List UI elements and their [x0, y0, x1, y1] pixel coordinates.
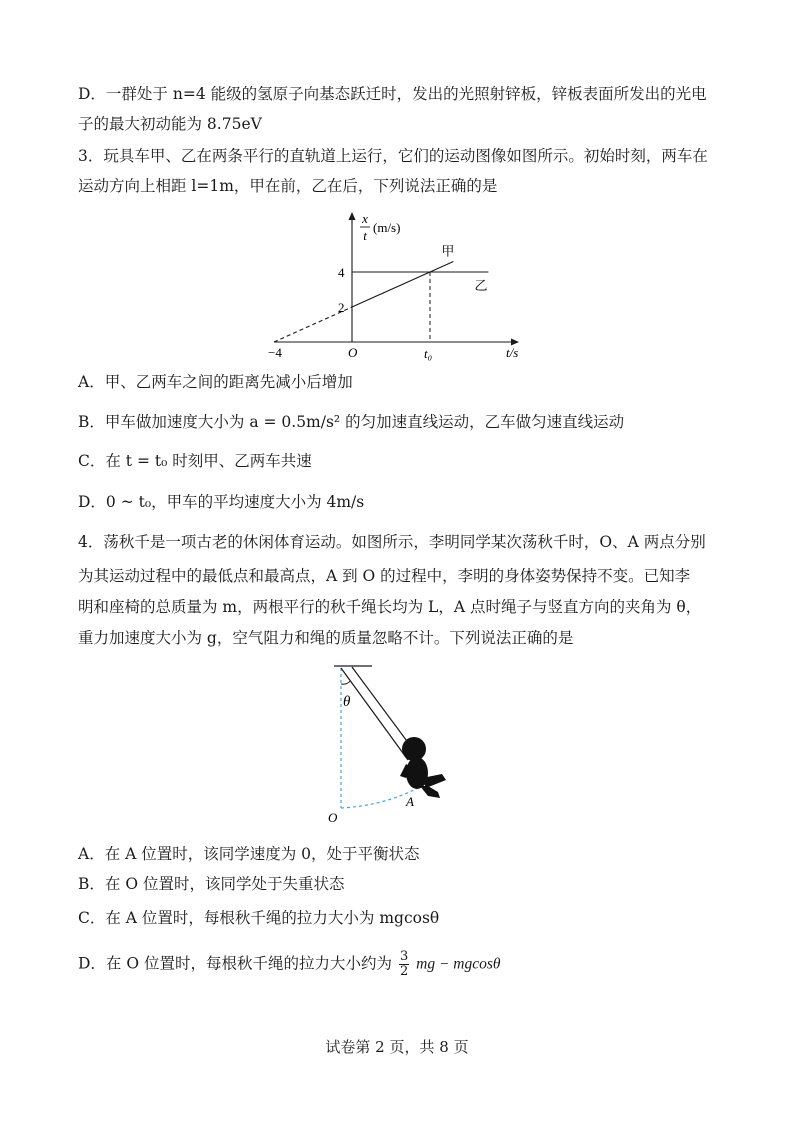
q3-stem-line1: 3．玩具车甲、乙在两条平行的直轨道上运行，它们的运动图像如图所示。初始时刻，两车在: [78, 147, 708, 165]
swing-rope-1: [341, 668, 408, 760]
series-yi-label: 乙: [474, 278, 488, 293]
x-tick-t0: t₀: [424, 346, 433, 361]
theta-label: θ: [343, 694, 351, 710]
q3-stem-line2: 运动方向上相距 l=1m，甲在前，乙在后，下列说法正确的是: [78, 177, 498, 195]
x-tick-origin: O: [348, 345, 358, 360]
fraction-numerator: 3: [399, 949, 409, 964]
fraction-denominator: 2: [399, 964, 409, 979]
page-footer: 试卷第 2 页，共 8 页: [325, 1038, 469, 1056]
q3-option-d: D．0 ~ t₀，甲车的平均速度大小为 4m/s: [78, 493, 365, 511]
y-label-bottom: t: [363, 228, 367, 243]
series-jia-line: [352, 262, 453, 308]
q3-option-b: B．甲车做加速度大小为 a = 0.5m/s² 的匀加速直线运动，乙车做匀速直线运动: [78, 413, 625, 431]
q4-swing-figure: [322, 660, 472, 830]
q4-option-d-prefix: D．在 O 位置时，每根秋千绳的拉力大小约为: [78, 954, 392, 973]
y-tick-4: 4: [338, 265, 345, 280]
x-axis-label: t/s: [506, 345, 519, 360]
series-jia-label: 甲: [441, 243, 455, 259]
point-o-label: O: [328, 810, 338, 825]
q3-option-a: A．甲、乙两车之间的距离先减小后增加: [78, 373, 353, 391]
q4-stem-line4: 重力加速度大小为 g，空气阻力和绳的质量忽略不计。下列说法正确的是: [78, 629, 574, 647]
q4-option-d-suffix: mg − mgcosθ: [416, 955, 501, 973]
x-tick-minus-4: −4: [268, 345, 282, 360]
q4-option-c: C．在 A 位置时，每根秋千绳的拉力大小为 mgcosθ: [78, 909, 440, 927]
q4-stem-line1: 4．荡秋千是一项古老的休闲体育运动。如图所示，李明同学某次荡秋千时，O、A 两点分别: [78, 533, 706, 551]
q4-stem-line3: 明和座椅的总质量为 m，两根平行的秋千绳长均为 L，A 点时绳子与竖直方向的夹角为 θ，: [78, 598, 702, 616]
q4-stem-line2: 为其运动过程中的最低点和最高点，A 到 O 的过程中，李明的身体姿势保持不变。已知李: [78, 567, 691, 585]
q4-option-d: [78, 950, 501, 979]
point-a-label: A: [406, 794, 414, 809]
q4-option-a: A．在 A 位置时，该同学速度为 0，处于平衡状态: [78, 845, 420, 863]
y-label-top: x: [362, 211, 368, 226]
fraction-three-halves: [399, 950, 409, 979]
q4-option-b: B．在 O 位置时，该同学处于失重状态: [78, 875, 345, 893]
q2-option-d-line1: D．一群处于 n=4 能级的氢原子向基态跃迁时，发出的光照射锌板，锌板表面所发出的光电: [78, 85, 707, 103]
q2-option-d-line2: 子的最大初动能为 8.75eV: [78, 115, 262, 133]
y-tick-2: 2: [338, 300, 345, 315]
q3-motion-graph: [266, 204, 536, 364]
y-axis-arrow: [349, 212, 356, 220]
child-silhouette: [400, 737, 446, 798]
theta-arc: [341, 681, 350, 684]
q3-option-c: C．在 t = t₀ 时刻甲、乙两车共速: [78, 452, 312, 470]
y-label-unit: (m/s): [373, 220, 401, 235]
